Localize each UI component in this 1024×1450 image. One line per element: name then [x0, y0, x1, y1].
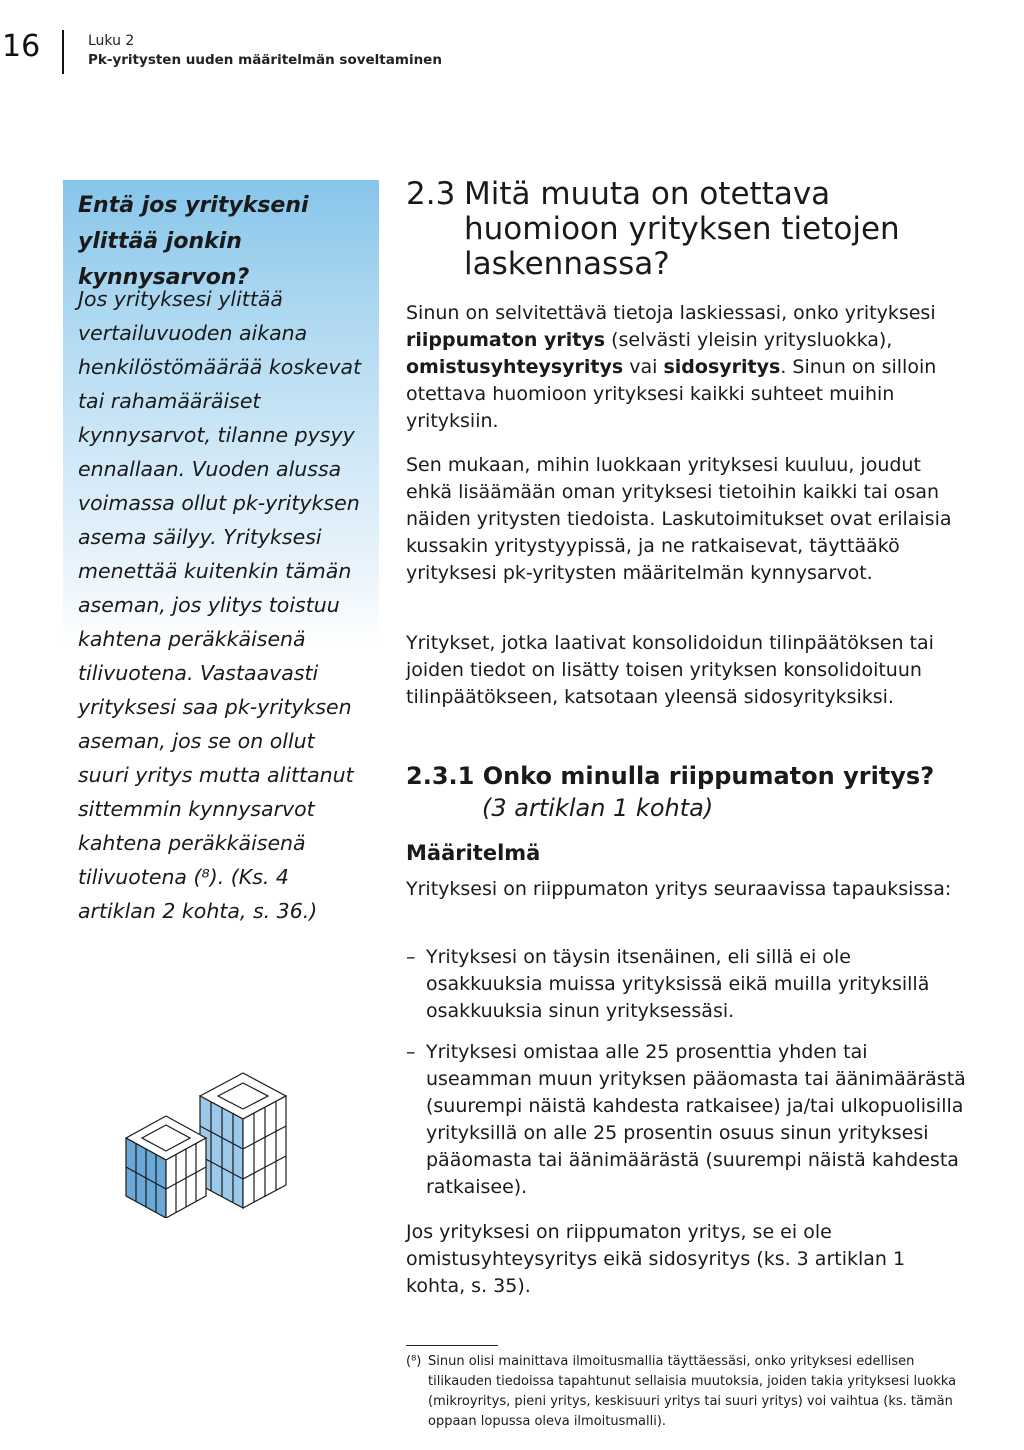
paragraph-3: [406, 630, 966, 711]
term-linked: sidosyritys: [663, 356, 781, 378]
definition-label: Määritelmä: [406, 841, 541, 865]
running-header: [88, 32, 442, 70]
closing-paragraph: Jos yrityksesi on riippumaton yritys, se ei ole omistusyhteysyritys eikä sidosyritys (ks. 3 artiklan 1 kohta, s. 35).: [406, 1221, 906, 1297]
sidebar-body: Jos yrityksesi ylittää vertailuvuoden aikana henkilöstömäärää koskevat tai rahamääräiset kynnysarvot, tilanne pysyy ennallaan. Vuoden alussa voimassa ollut pk-yrityksen asema säilyy. Yrityksesi menettää kuitenkin tämän aseman, jos ylitys toistuu kahtena peräkkäisenä tilivuotena. Vastaavasti yrityksesi saa pk-yrityksen aseman, jos se on ollut suuri yritys mutta alittanut sittemmin kynnysarvot kahtena peräkkäisenä tilivuotena (⁸). (Ks. 4 artiklan 2 kohta, s. 36.): [78, 287, 362, 923]
section-title: Mitä muuta on otettava huomioon yrityksen tietojen laskennassa?: [464, 176, 900, 282]
page-number: 16: [2, 29, 41, 64]
footnote-text: Sinun olisi mainittava ilmoitusmallia täyttäessäsi, onko yrityksesi edellisen tilikauden tiedoissa tapahtunut sellaisia muutoksia, joiden takia yrityksesi luokka (mikroyritys, pieni yritys, keskisuuri yritys tai suuri yritys) voi vaihtua (ks. tämän oppaan lopussa oleva ilmoitusmalli).: [428, 1354, 957, 1429]
bullet-text: Yrityksesi on täysin itsenäinen, eli sillä ei ole osakkuuksia muissa yrityksissä eikä muilla yrityksillä osakkuuksia sinun yrityksessäsi.: [426, 946, 930, 1022]
paragraph-1: [406, 300, 966, 435]
footnote-divider: [406, 1345, 498, 1346]
text-run: Sinun on selvitettävä tietoja laskiessasi, onko yrityksesi: [406, 302, 936, 324]
chapter-title: Pk-yritysten uuden määritelmän soveltaminen: [88, 52, 442, 68]
bullet-marker: –: [406, 946, 416, 968]
sidebar-title: Entä jos yritykseni ylittää jonkin kynnysarvon?: [78, 193, 309, 290]
paragraph-3-text: Yritykset, jotka laativat konsolidoidun tilinpäätöksen tai joiden tiedot on lisätty toisen yrityksen konsolidoituun tilinpäätökseen, katsotaan yleensä sidosyrityksiksi.: [406, 632, 934, 708]
office-buildings-icon: [118, 1068, 298, 1218]
section-number: 2.3: [406, 176, 456, 212]
chapter-label: Luku 2: [88, 33, 135, 49]
text-run: . Sinun on silloin otettava huomioon yrityksesi kaikki suhteet muihin yrityksiin.: [406, 356, 937, 432]
term-independent: riippumaton yritys: [406, 329, 606, 351]
header-divider: [62, 30, 64, 74]
term-partner: omistusyhteysyritys: [406, 356, 624, 378]
text-run: vai: [623, 356, 664, 378]
definition-intro: Yrityksesi on riippumaton yritys seuraavissa tapauksissa:: [406, 878, 952, 900]
text-run: (selvästi yleisin yritysluokka),: [605, 329, 893, 351]
bullet-marker: –: [406, 1041, 416, 1063]
footnote-marker: (⁸): [406, 1354, 422, 1369]
subsection-reference: (3 artiklan 1 kohta): [482, 794, 714, 822]
subsection-heading: 2.3.1 Onko minulla riippumaton yritys?: [406, 762, 935, 790]
bullet-text: Yrityksesi omistaa alle 25 prosenttia yhden tai useamman muun yrityksen pääomasta tai äänimäärästä (suurempi näistä kahdesta ratkaisee) ja/tai ulkopuolisilla yrityksillä on alle 25 prosentin osuus sinun yrityksesi pääomasta tai äänimäärästä (suurempi näistä kahdesta ratkaisee).: [426, 1041, 966, 1198]
paragraph-2-text: Sen mukaan, mihin luokkaan yrityksesi kuuluu, joudut ehkä lisäämään oman yrityksesi tietoihin kaikki tai osan näiden yritysten tiedoista. Laskutoimitukset ovat erilaisia kussakin yritystyypissä, ja ne ratkaisevat, täyttääkö yrityksesi pk-yritysten määritelmän kynnysarvot.: [406, 454, 952, 584]
paragraph-2: [406, 452, 966, 587]
